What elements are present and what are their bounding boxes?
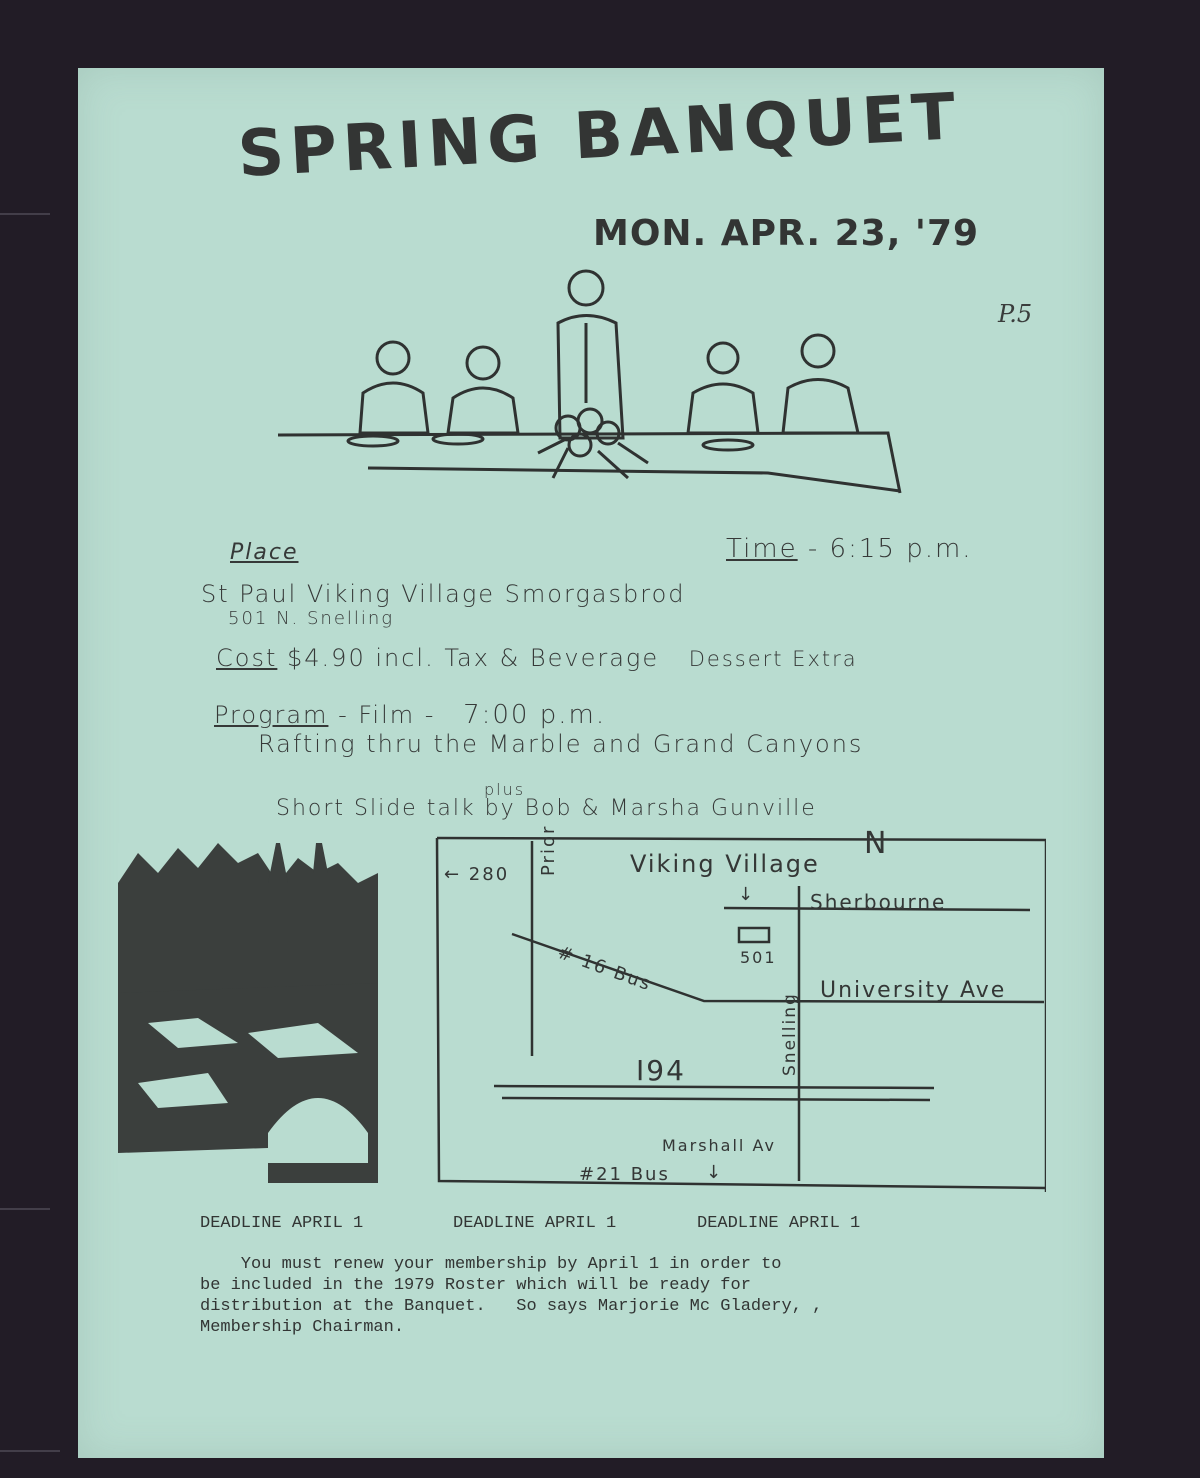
- flyer-title: SPRING BANQUET: [236, 80, 964, 192]
- film-title: Rafting thru the Marble and Grand Canyons: [258, 730, 864, 758]
- venue-address: 501 N. Snelling: [228, 608, 395, 629]
- program-label: Program: [214, 701, 329, 729]
- time-label: Time: [726, 534, 798, 564]
- deadline-2: DEADLINE APRIL 1: [453, 1214, 617, 1233]
- arrow-down-icon: ↓: [738, 884, 756, 905]
- map-label-snelling: Snelling: [780, 992, 800, 1076]
- map-label-21-bus: #21 Bus: [579, 1164, 670, 1185]
- map-label-prior: Prior: [538, 824, 559, 876]
- map-label-university-ave: University Ave: [820, 978, 1007, 1003]
- scan-mark: [0, 1450, 60, 1452]
- place-label: Place: [230, 540, 299, 565]
- map-label-501: 501: [740, 948, 777, 967]
- arrow-down-icon: ↓: [706, 1162, 724, 1183]
- directions-map: [434, 824, 1046, 1192]
- cost-row: [216, 644, 858, 672]
- cost-label: Cost: [216, 644, 278, 672]
- rock-arch-landscape-illustration: [118, 843, 378, 1183]
- event-date: MON. APR. 23, '79: [593, 213, 980, 254]
- page-note: P.5: [998, 300, 1033, 328]
- map-label-16-bus: # 16 Bus: [554, 942, 655, 996]
- map-label-marshall: Marshall Av: [662, 1136, 776, 1155]
- map-label-sherbourne: Sherbourne: [810, 890, 947, 914]
- program-film: - Film -: [338, 701, 436, 729]
- venue-name: St Paul Viking Village Smorgasbrod: [201, 580, 686, 608]
- map-label-280: ← 280: [444, 864, 510, 885]
- scan-mark: [0, 1208, 50, 1210]
- map-label-i94: I94: [636, 1054, 686, 1087]
- deadline-3: DEADLINE APRIL 1: [697, 1214, 861, 1233]
- notice-line: distribution at the Banquet. So says Marjorie Mc Gladery, ,: [200, 1297, 823, 1316]
- notice-line: be included in the 1979 Roster which will be ready for: [200, 1276, 751, 1295]
- flyer-sheet: [78, 68, 1104, 1458]
- map-label-viking-village: Viking Village: [630, 850, 820, 878]
- cost-note: Dessert Extra: [688, 647, 858, 671]
- time-row: [726, 534, 973, 564]
- scan-mark: [0, 213, 50, 215]
- banquet-illustration: [268, 263, 908, 503]
- program-plus: plus: [484, 780, 526, 799]
- notice-line: You must renew your membership by April 1 in order to: [200, 1255, 782, 1274]
- cost-value: $4.90 incl. Tax & Beverage: [287, 644, 660, 672]
- slide-talk: Short Slide talk by Bob & Marsha Gunville: [276, 796, 817, 821]
- notice-line: Membership Chairman.: [200, 1318, 405, 1337]
- program-film-time: 7:00 p.m.: [463, 700, 607, 730]
- north-indicator: N: [864, 826, 889, 861]
- time-value: - 6:15 p.m.: [807, 534, 973, 564]
- deadline-1: DEADLINE APRIL 1: [200, 1214, 364, 1233]
- program-row: [214, 700, 606, 730]
